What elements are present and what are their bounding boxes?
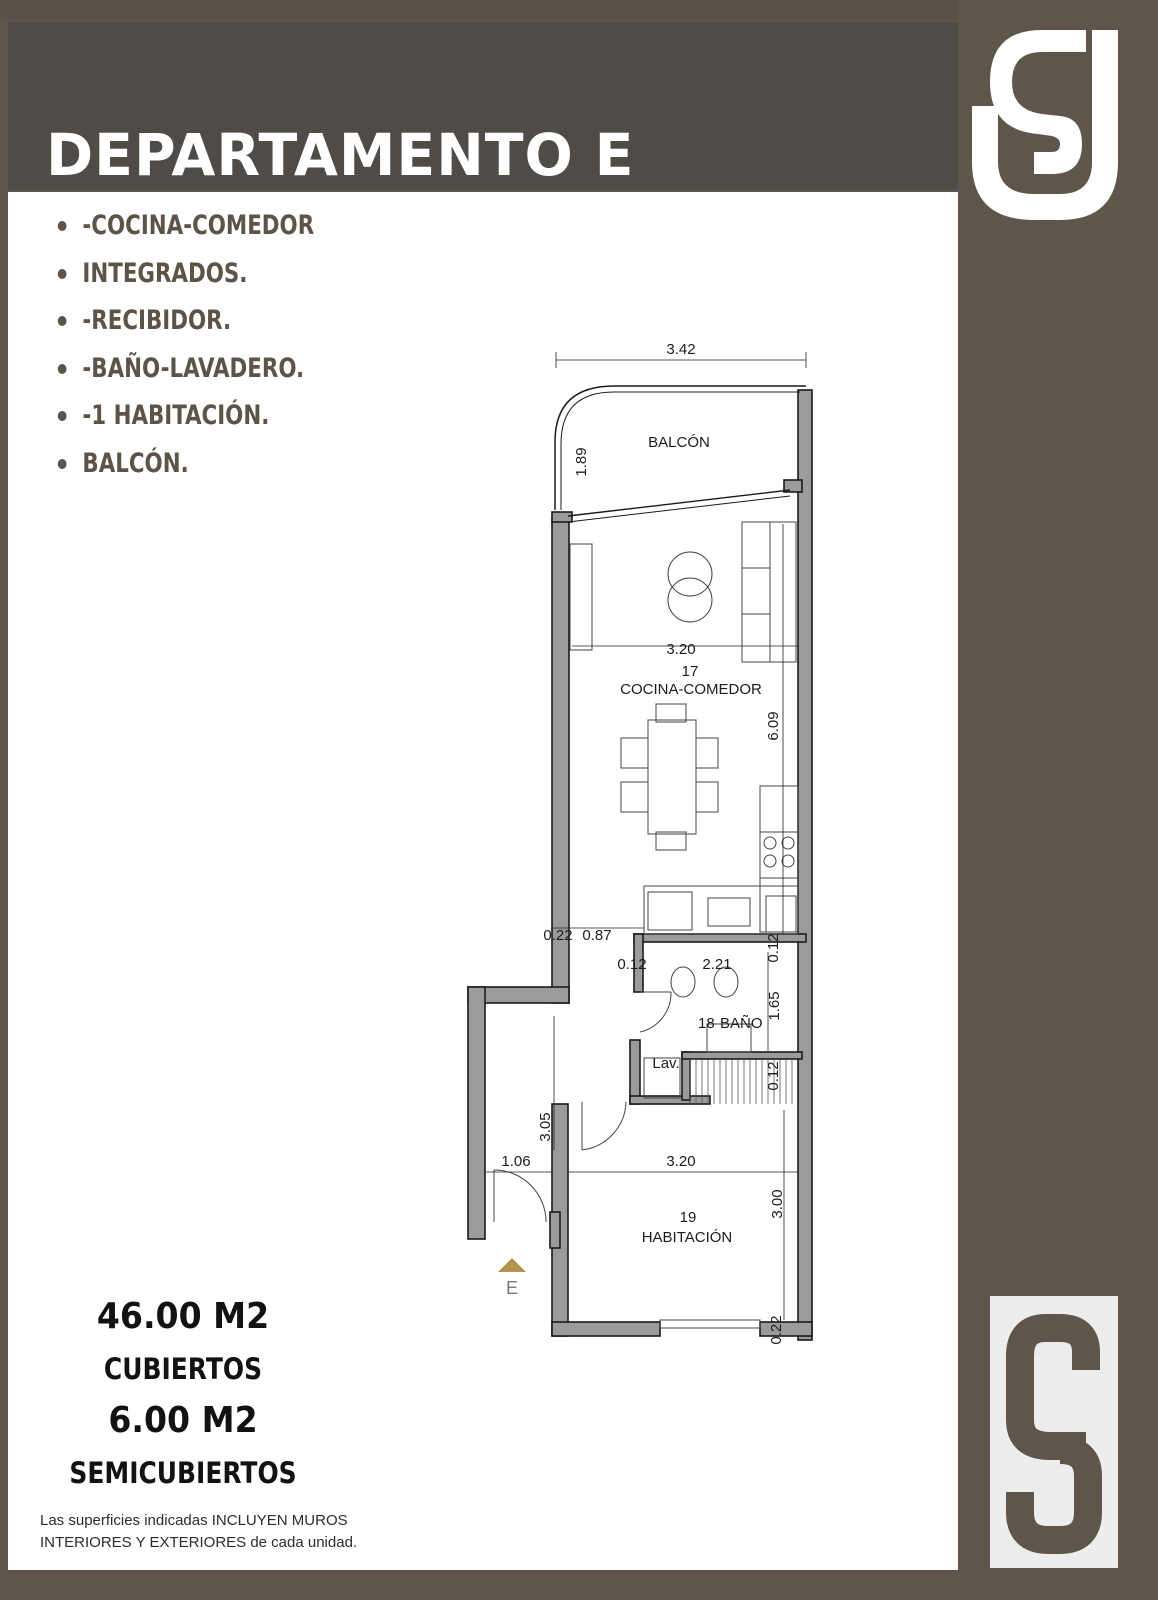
burner-icon: [782, 837, 794, 849]
room-label-kitchen: COCINA-COMEDOR: [620, 681, 762, 698]
laundry-bottom-wall: [630, 1096, 710, 1104]
balcony-glazing: [568, 490, 790, 516]
bath-door-swing: [640, 992, 671, 1032]
dimension-label: 3.05: [537, 1112, 554, 1142]
right-exterior-wall: [798, 390, 812, 1340]
sink-icon: [708, 898, 750, 926]
feature-item: BALCÓN.: [56, 440, 314, 488]
fixtures: [494, 522, 798, 1328]
covered-area: 46.00 M2: [96, 1296, 270, 1337]
balcony-curve-inner: [561, 392, 800, 510]
feature-item: -BAÑO-LAVADERO.: [56, 345, 314, 393]
dimension-label: 3.20: [666, 1153, 696, 1170]
page-title: DEPARTAMENTO E: [46, 121, 635, 189]
room-number: 18: [698, 1015, 715, 1032]
dimension-label: 3.20: [666, 641, 696, 658]
room-number: 19: [679, 1209, 697, 1226]
room-label-laundry: Lav.: [652, 1055, 680, 1072]
balcony-glazing-inner: [568, 496, 790, 522]
dimension-label: 6.09: [765, 711, 782, 741]
area-note: Las superficies indicadas INCLUYEN MUROS INTERIORES Y EXTERIORES de cada unidad.: [40, 1512, 358, 1551]
dimension-label: 0.12: [617, 956, 647, 973]
dimension-label: 0.87: [582, 927, 612, 944]
semicovered-area: 6.00 M2: [108, 1400, 258, 1441]
dimension-label: 2.21: [702, 956, 732, 973]
feature-item: -COCINA-COMEDOR: [56, 202, 314, 250]
bedroom-door-swing: [582, 1102, 626, 1150]
stool-icon: [668, 552, 712, 596]
room-number: 17: [681, 663, 699, 680]
bath-bottom-wall: [682, 1052, 802, 1059]
burner-icon: [764, 837, 776, 849]
title-banner: [8, 22, 958, 190]
kitchen-counter-left: [570, 544, 592, 650]
bottom-wall-left: [552, 1322, 660, 1336]
hall-left-wall: [468, 987, 485, 1239]
area-summary: [48, 1290, 318, 1498]
semicovered-label: SEMICUBIERTOS: [69, 1456, 297, 1490]
entrance-marker-icon: [498, 1258, 526, 1272]
balcony-wall-left: [552, 512, 572, 522]
chair-icon: [656, 704, 686, 722]
dimension-label: 0.22: [543, 927, 573, 944]
chair-icon: [696, 738, 718, 768]
feature-item: -1 HABITACIÓN.: [56, 392, 314, 440]
sg-monogram-logo: [990, 1296, 1120, 1568]
dimension-label: 3.00: [769, 1189, 786, 1219]
room-label-bedroom: HABITACIÓN: [641, 1229, 733, 1246]
dining-table: [648, 720, 696, 834]
chair-icon: [621, 782, 648, 812]
dimension-label: 3.42: [666, 341, 696, 358]
entrance-door-swing: [494, 1170, 546, 1222]
feature-item: INTEGRADOS.: [56, 250, 314, 298]
burner-icon: [764, 855, 776, 867]
sofa: [742, 522, 796, 662]
entrance-label: E: [505, 1278, 519, 1298]
bedroom-window: [660, 1320, 760, 1328]
dimension-label: 1.65: [766, 991, 783, 1021]
room-label-bath: BAÑO: [720, 1015, 763, 1032]
kitchen-counter-bottom: [644, 886, 798, 934]
fridge-icon: [648, 892, 692, 930]
sj-monogram-logo: [968, 22, 1148, 232]
bottom-band: [0, 1570, 1158, 1600]
room-label-balcony: BALCÓN: [648, 434, 710, 451]
feature-item: -RECIBIDOR.: [56, 297, 314, 345]
dimension-label: 0.12: [765, 1061, 782, 1091]
dimension-label: 0.22: [768, 1315, 785, 1345]
dimension-lines: [485, 352, 806, 1320]
stool-icon: [668, 578, 712, 622]
chair-icon: [621, 738, 648, 768]
bidet-icon: [671, 967, 695, 997]
laundry-left-wall: [630, 1040, 640, 1104]
chair-icon: [656, 832, 686, 850]
dimension-label: 1.89: [573, 447, 590, 477]
top-band: [0, 0, 958, 20]
content-panel: [8, 192, 958, 1570]
burner-icon: [782, 855, 794, 867]
entrance-jamb: [550, 1212, 560, 1248]
dimension-label: 1.06: [501, 1153, 531, 1170]
covered-label: CUBIERTOS: [103, 1352, 263, 1386]
appliance-icon: [766, 896, 796, 932]
dimension-label: 0.12: [765, 933, 782, 963]
chair-icon: [696, 782, 718, 812]
